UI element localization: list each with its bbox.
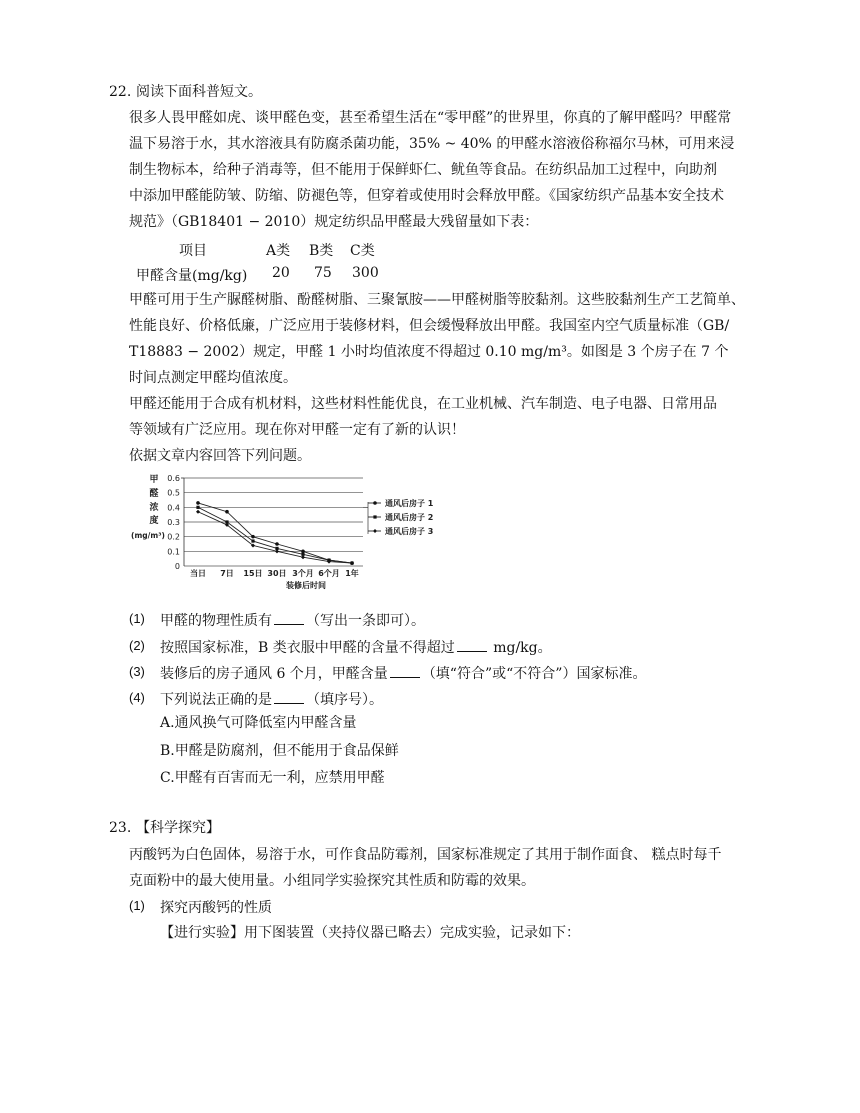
x-tick-label: 15日	[243, 569, 263, 578]
y-tick-label: 0.1	[167, 547, 180, 557]
q22-para3-line1: 甲醛还能用于合成有机材料，这些材料性能优良，在工业机械、汽车制造、电子电器、日常用品	[129, 396, 717, 412]
data-point	[275, 542, 279, 546]
formaldehyde-concentration-chart	[128, 470, 488, 590]
x-tick-label: 当日	[190, 569, 206, 578]
table-value-a: 20	[272, 265, 290, 281]
q23-para1-line1: 丙酸钙为白色固体，易溶于水，可作食品防霉剂，国家标准规定了其用于制作面食、 糕点时每千	[129, 847, 722, 863]
q23-sub1-text: 探究丙酸钙的性质	[160, 900, 272, 916]
y-tick-label: 0.4	[167, 503, 180, 513]
option-c: C.甲醛有百害而无一利，应禁用甲醛	[160, 770, 385, 786]
y-tick-label: 0.6	[167, 474, 180, 483]
x-tick-label: 6个月	[318, 569, 340, 578]
question-23-number: 23.	[109, 820, 132, 836]
question-22-intro: 阅读下面科普短文。	[136, 84, 262, 100]
table-value-b: 75	[314, 265, 332, 281]
q23-experiment: 【进行实验】用下图装置（夹持仪器已略去）完成实验，记录如下：	[160, 925, 580, 941]
legend-marker	[373, 515, 376, 518]
sub-question-2	[160, 637, 552, 657]
q22-para2-line1: 甲醛可用于生产脲醛树脂、酚醛树脂、三聚氰胺——甲醛树脂等胶黏剂。这些胶黏剂生产工艺简单、	[129, 292, 745, 308]
y-tick-label: 0	[174, 562, 180, 571]
sub-question-1	[160, 610, 425, 630]
y-tick-label: 0.5	[167, 488, 180, 498]
data-point	[301, 550, 305, 554]
answer-blank[interactable]	[274, 689, 304, 704]
sub-question-text: （填序号）。	[306, 692, 383, 708]
table-row-label: 甲醛含量(mg/kg)	[136, 268, 248, 284]
y-tick-label: 0.2	[167, 532, 180, 542]
answer-blank[interactable]	[457, 637, 487, 652]
data-point	[196, 506, 199, 509]
q22-para2-line3: T18883 − 2002）规定，甲醛 1 小时均值浓度不得超过 0.10 mg/m³。如图是 3 个房子在 7 个	[129, 344, 729, 360]
question-23-title: 【科学探究】	[136, 820, 220, 836]
data-point	[251, 539, 254, 542]
y-axis-label: 醛	[149, 489, 159, 499]
table-header-c: C类	[350, 243, 375, 259]
sub-question-text: 装修后的房子通风 6 个月，甲醛含量	[160, 666, 388, 682]
q22-para3-line2: 等领域有广泛应用。现在你对甲醛一定有了新的认识！	[129, 422, 465, 438]
sub-question-text: 按照国家标准，B 类衣服中甲醛的含量不得超过	[160, 640, 455, 656]
x-tick-label: 7日	[220, 569, 234, 578]
option-b: B.甲醛是防腐剂，但不能用于食品保鲜	[160, 743, 399, 759]
data-point	[251, 535, 255, 539]
y-axis-label: (mg/m³)	[131, 531, 165, 540]
data-point	[196, 510, 200, 514]
table-value-c: 300	[352, 265, 379, 281]
sub-question-number: (3)	[129, 664, 145, 679]
y-axis-label: 浓	[149, 503, 159, 513]
q22-para1-line1: 很多人畏甲醛如虎、谈甲醛色变，甚至希望生活在“零甲醛”的世界里，你真的了解甲醛吗？甲醛常	[129, 110, 732, 126]
sub-question-number: (2)	[129, 638, 145, 653]
legend-label: 通风后房子 2	[385, 513, 434, 522]
q22-para1-line2: 温下易溶于水，其水溶液具有防腐杀菌功能，35% ~ 40% 的甲醛水溶液俗称福尔马林，可用来浸	[129, 136, 735, 152]
x-axis-label: 装修后时间	[286, 581, 326, 590]
q23-sub1-number: (1)	[129, 898, 145, 913]
legend-label: 通风后房子 3	[385, 527, 434, 536]
question-22-number: 22.	[109, 84, 132, 100]
series-line	[198, 507, 352, 563]
sub-question-4	[160, 689, 383, 709]
sub-question-3	[160, 663, 646, 683]
y-axis-label: 甲	[149, 475, 159, 485]
option-a: A.通风换气可降低室内甲醛含量	[160, 715, 357, 731]
series-line	[198, 503, 352, 563]
sub-question-text: mg/kg。	[488, 640, 552, 656]
legend-marker	[373, 501, 377, 505]
q22-para2-line4: 时间点测定甲醛均值浓度。	[129, 370, 297, 386]
table-header-a: A类	[266, 243, 291, 259]
table-header-b: B类	[309, 243, 334, 259]
q23-para1-line2: 克面粉中的最大使用量。小组同学实验探究其性质和防霉的效果。	[129, 873, 535, 889]
data-point	[225, 510, 229, 514]
sub-question-text: （填“符合”或“不符合”）国家标准。	[421, 666, 647, 682]
sub-question-number: (1)	[129, 611, 145, 626]
sub-question-text: （写出一条即可）。	[306, 613, 425, 629]
q22-para1-line5: 规范》（GB18401 − 2010）规定纺织品甲醛最大残留量如下表：	[129, 214, 539, 230]
sub-question-number: (4)	[129, 690, 145, 705]
sub-question-text: 甲醛的物理性质有	[160, 613, 272, 629]
q22-para4: 依据文章内容回答下列问题。	[129, 448, 311, 464]
legend-marker	[373, 529, 377, 533]
answer-blank[interactable]	[390, 663, 420, 678]
answer-blank[interactable]	[274, 610, 304, 625]
y-axis-label: 度	[149, 516, 159, 526]
x-tick-label: 1年	[345, 569, 359, 578]
y-tick-label: 0.3	[167, 518, 180, 527]
q22-para2-line2: 性能良好、价格低廉，广泛应用于装修材料，但会缓慢释放出甲醛。我国室内空气质量标准（GB/	[129, 318, 730, 334]
data-point	[196, 501, 200, 505]
q22-para1-line4: 中添加甲醛能防皱、防缩、防褪色等，但穿着或使用时会释放甲醛。《国家纺织产品基本安全技术	[129, 188, 724, 204]
x-tick-label: 3个月	[292, 569, 314, 578]
legend-label: 通风后房子 1	[385, 499, 434, 508]
x-tick-label: 30日	[267, 569, 287, 578]
sub-question-text: 下列说法正确的是	[160, 692, 272, 708]
table-header-item: 项目	[179, 243, 207, 259]
q22-para1-line3: 制生物标本，给种子消毒等，但不能用于保鲜虾仁、鱿鱼等食品。在纺织品加工过程中，向助剂	[129, 162, 717, 178]
